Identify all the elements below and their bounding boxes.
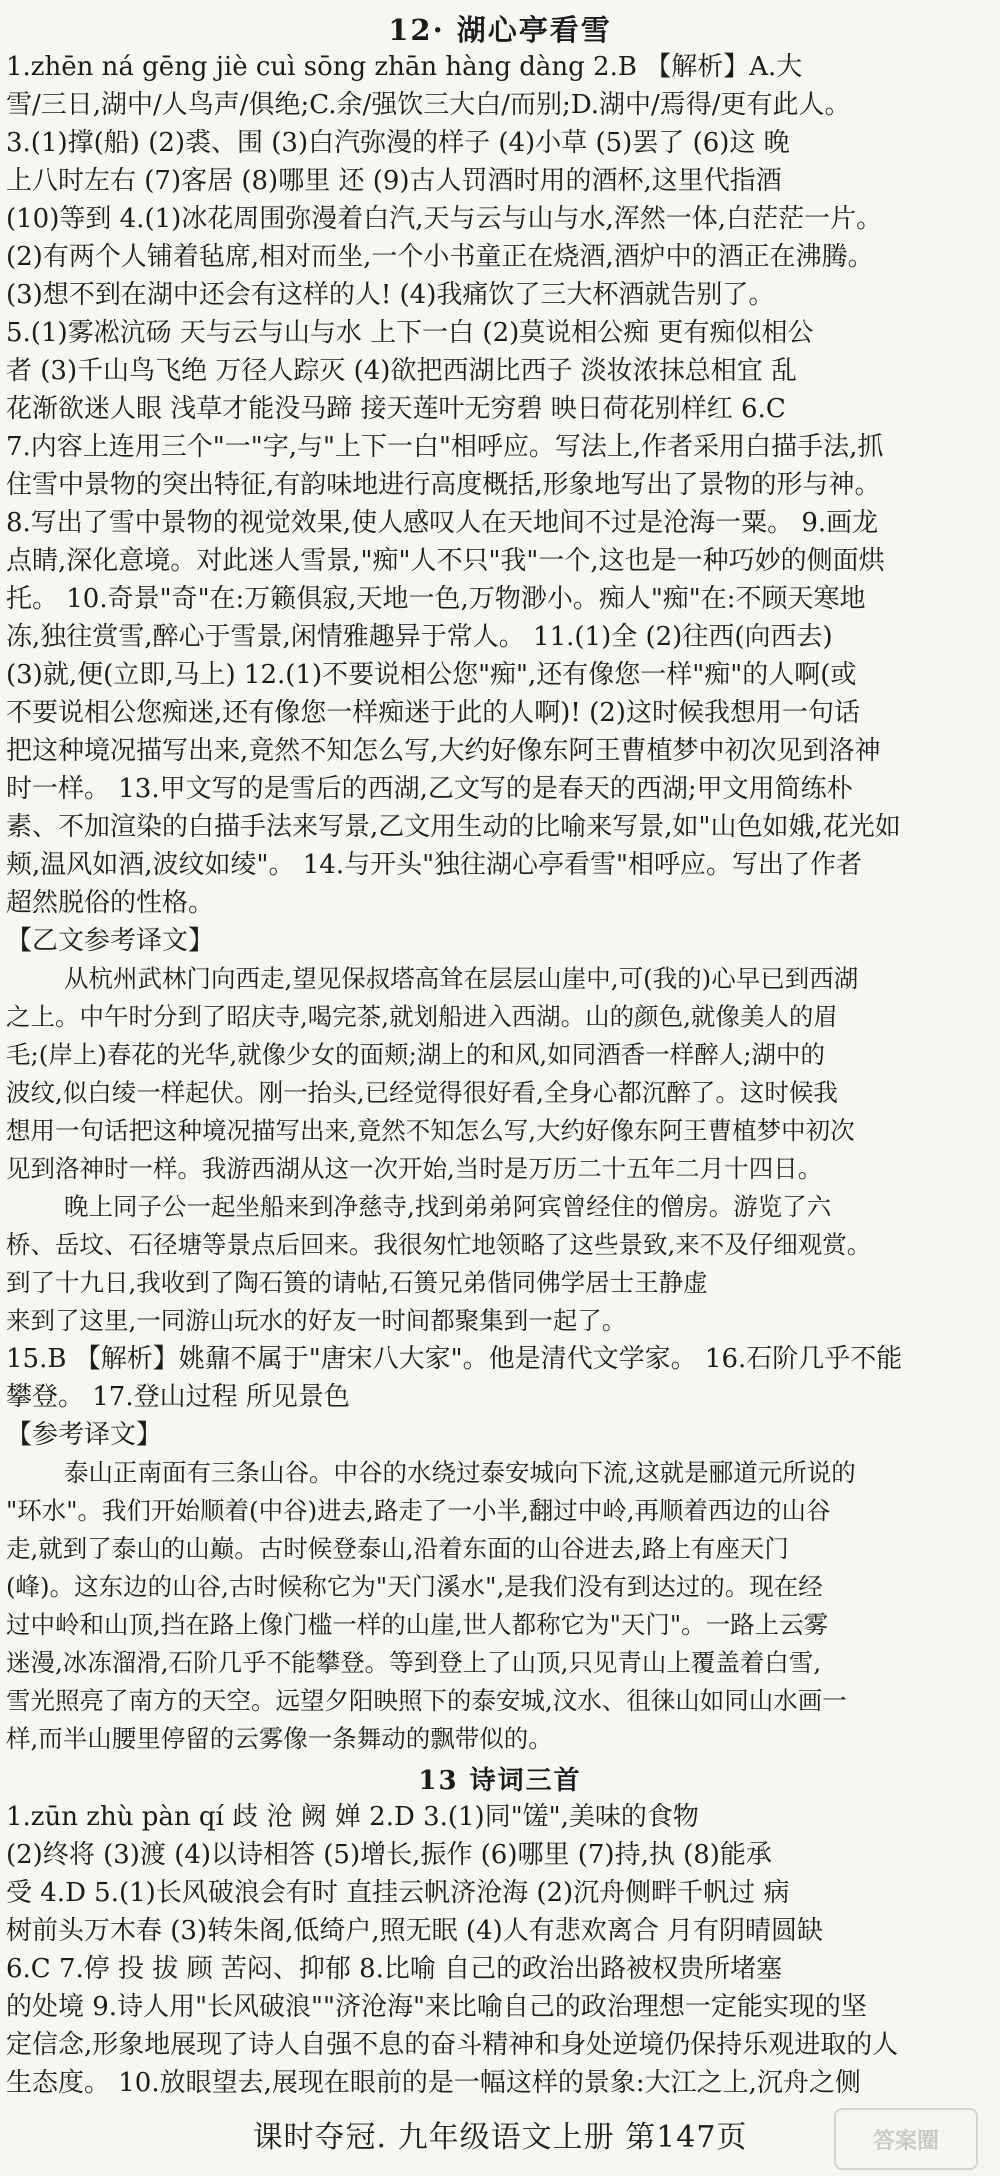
answer-line: 定信念,形象地展现了诗人自强不息的奋斗精神和身处逆境仍保持乐观进取的人 [6, 2030, 899, 2060]
section-12-answers-b [0, 1340, 1000, 1454]
translation-line: 毛;(岸上)春花的光华,就像少女的面颊;湖上的和风,如同酒香一样醉人;湖中的 [6, 1040, 825, 1069]
answer-line: 5.(1)雾凇沆砀 天与云与山与水 上下一白 (2)莫说相公痴 更有痴似相公 [6, 318, 814, 348]
answer-line: 颊,温风如酒,波纹如绫"。 14.与开头"独往湖心亭看雪"相呼应。写出了作者 [6, 850, 863, 880]
section-title-12: 12· 湖心亭看雪 [388, 13, 612, 47]
answer-line: 1.zūn zhù pàn qí 歧 沧 阙 婵 2.D 3.(1)同"馐",美味的食物 [6, 1802, 699, 1832]
answer-line: 受 4.D 5.(1)长风破浪会有时 直挂云帆济沧海 (2)沉舟侧畔千帆过 病 [6, 1878, 790, 1908]
translation-heading: 【参考译文】 [6, 1420, 163, 1450]
answer-line: (3)就,便(立即,马上) 12.(1)不要说相公您"痴",还有像您一样"痴"的人啊(或 [6, 660, 857, 690]
section-13-answers [0, 1798, 1000, 2102]
answer-line: 的处境 9.诗人用"长风破浪""济沧海"来比喻自己的政治理想一定能实现的坚 [6, 1992, 867, 2022]
answer-line: 攀登。 17.登山过程 所见景色 [6, 1382, 350, 1412]
section-title-13: 13 诗词三首 [418, 1766, 582, 1796]
answer-line: 上八时左右 (7)客居 (8)哪里 还 (9)古人罚酒时用的酒杯,这里代指酒 [6, 166, 782, 196]
answer-line: 不要说相公您痴迷,还有像您一样痴迷于此的人啊)! (2)这时候我想用一句话 [6, 698, 860, 728]
watermark-text: 答案圈 [872, 2128, 939, 2154]
answer-line: 6.C 7.停 投 拔 顾 苦闷、抑郁 8.比喻 自己的政治出路被权贵所堵塞 [6, 1954, 783, 1984]
section-12-answers [0, 48, 1000, 960]
answer-line: 7.内容上连用三个"一"字,与"上下一白"相呼应。写法上,作者采用白描手法,抓 [6, 432, 884, 462]
answer-line: 花渐欲迷人眼 浅草才能没马蹄 接天莲叶无穷碧 映日荷花别样红 6.C [6, 394, 786, 424]
translation-line: 来到了这里,一同游山玩水的好友一时间都聚集到一起了。 [6, 1306, 627, 1335]
translation-line: (峰)。这东边的山谷,古时候称它为"天门溪水",是我们没有到达过的。现在经 [6, 1572, 823, 1601]
answer-line: 点睛,深化意境。对此迷人雪景,"痴"人不只"我"一个,这也是一种巧妙的侧面烘 [6, 546, 885, 576]
answer-line: 3.(1)撑(船) (2)裘、围 (3)白汽弥漫的样子 (4)小草 (5)罢了 (6)这 晚 [6, 128, 790, 158]
translation-line: 过中岭和山顶,挡在路上像门槛一样的山崖,世人都称它为"天门"。一路上云雾 [6, 1610, 829, 1639]
translation-line: 雪光照亮了南方的天空。远望夕阳映照下的泰安城,汶水、徂徕山如同山水画一 [6, 1686, 847, 1715]
answer-line: 树前头万木春 (3)转朱阁,低绮户,照无眠 (4)人有悲欢离合 月有阴晴圆缺 [6, 1916, 823, 1946]
translation-line: "环水"。我们开始顺着(中谷)进去,路走了一小半,翻过中岭,再顺着西边的山谷 [6, 1496, 831, 1525]
translation-line: 想用一句话把这种境况描写出来,竟然不知怎么写,大约好像东阿王曹植梦中初次 [6, 1116, 855, 1145]
translation-line: 到了十九日,我收到了陶石篑的请帖,石篑兄弟偕同佛学居士王静虚 [6, 1268, 708, 1297]
answer-line: 1.zhēn ná gēng jiè cuì sōng zhān hàng dàng 2.B 【解析】A.大 [6, 52, 803, 82]
answer-line: 把这种境况描写出来,竟然不知怎么写,大约好像东阿王曹植梦中初次见到洛神 [6, 736, 881, 766]
translation-heading: 【乙文参考译文】 [6, 926, 215, 956]
answer-line: (10)等到 4.(1)冰花周围弥漫着白汽,天与云与山与水,浑然一体,白茫茫一片。 [6, 204, 883, 234]
answer-line: (3)想不到在湖中还会有这样的人! (4)我痛饮了三大杯酒就告别了。 [6, 280, 775, 310]
translation-a [0, 960, 1000, 1340]
answer-line: 住雪中景物的突出特征,有韵味地进行高度概括,形象地写出了景物的形与神。 [6, 470, 881, 500]
answer-line: (2)终将 (3)渡 (4)以诗相答 (5)增长,振作 (6)哪里 (7)持,执 (8)能承 [6, 1840, 772, 1870]
answer-line: 时一样。 13.甲文写的是雪后的西湖,乙文写的是春天的西湖;甲文用简练朴 [6, 774, 853, 804]
answer-line: 生态度。 10.放眼望去,展现在眼前的是一幅这样的景象:大江之上,沉舟之侧 [6, 2068, 861, 2098]
translation-b [0, 1454, 1000, 1758]
watermark-logo [834, 2108, 978, 2170]
translation-line: 泰山正南面有三条山谷。中谷的水绕过泰安城向下流,这就是郦道元所说的 [64, 1458, 856, 1487]
translation-line: 波纹,似白绫一样起伏。刚一抬头,已经觉得很好看,全身心都沉醉了。这时候我 [6, 1078, 838, 1107]
page-footer: 课时夺冠. 九年级语文上册 第147页 [252, 2120, 748, 2155]
translation-line: 晚上同子公一起坐船来到净慈寺,找到弟弟阿宾曾经住的僧房。游览了六 [64, 1192, 832, 1221]
answer-line: 托。 10.奇景"奇"在:万籁俱寂,天地一色,万物渺小。痴人"痴"在:不顾天寒地 [6, 584, 866, 614]
translation-line: 样,而半山腰里停留的云雾像一条舞动的飘带似的。 [6, 1724, 553, 1753]
translation-line: 之上。中午时分到了昭庆寺,喝完茶,就划船进入西湖。山的颜色,就像美人的眉 [6, 1002, 838, 1031]
translation-line: 走,就到了泰山的山巅。古时候登泰山,沿着东面的山谷进去,路上有座天门 [6, 1534, 789, 1563]
answer-line: 15.B 【解析】姚鼐不属于"唐宋八大家"。他是清代文学家。 16.石阶几乎不能 [6, 1344, 903, 1374]
answer-line: 超然脱俗的性格。 [6, 888, 215, 918]
translation-line: 从杭州武林门向西走,望见保叔塔高耸在层层山崖中,可(我的)心早已到西湖 [64, 964, 859, 993]
translation-line: 桥、岳坟、石径塘等景点后回来。我很匆忙地领略了这些景致,来不及仔细观赏。 [6, 1230, 872, 1259]
answer-line: 8.写出了雪中景物的视觉效果,使人感叹人在天地间不过是沧海一粟。 9.画龙 [6, 508, 879, 538]
translation-line: 迷漫,冰冻溜滑,石阶几乎不能攀登。等到登上了山顶,只见青山上覆盖着白雪, [6, 1648, 822, 1677]
answer-line: 雪/三日,湖中/人鸟声/俱绝;C.余/强饮三大白/而别;D.湖中/焉得/更有此人。 [6, 90, 851, 120]
translation-line: 见到洛神时一样。我游西湖从这一次开始,当时是万历二十五年二月十四日。 [6, 1154, 823, 1183]
answer-line: 素、不加渲染的白描手法来写景,乙文用生动的比喻来写景,如"山色如娥,花光如 [6, 812, 901, 842]
answer-line: 冻,独往赏雪,醉心于雪景,闲情雅趣异于常人。 11.(1)全 (2)往西(向西去) [6, 622, 833, 652]
answer-line: 者 (3)千山鸟飞绝 万径人踪灭 (4)欲把西湖比西子 淡妆浓抹总相宜 乱 [6, 356, 797, 386]
answer-line: (2)有两个人铺着毡席,相对而坐,一个小书童正在烧酒,酒炉中的酒正在沸腾。 [6, 242, 874, 272]
